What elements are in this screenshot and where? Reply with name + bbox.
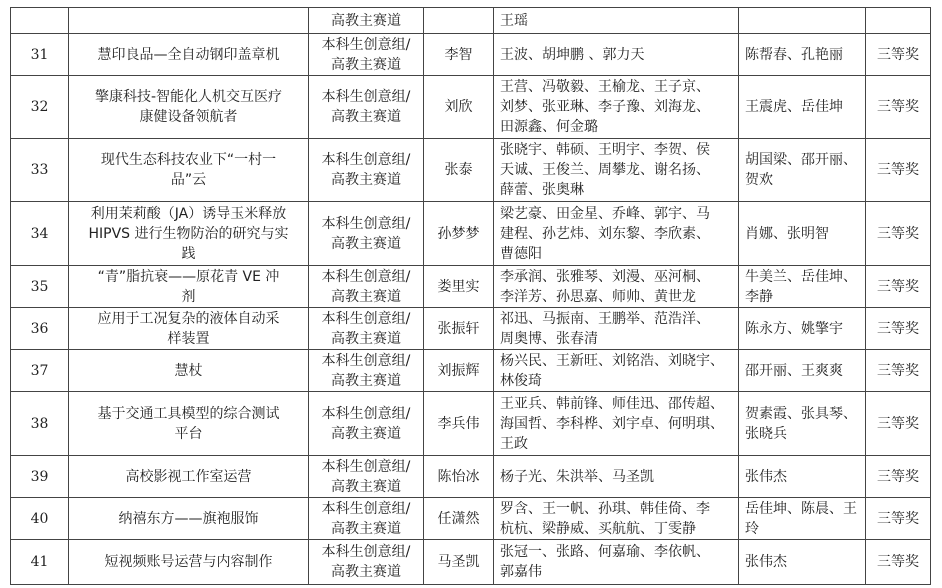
table-row: [11, 540, 931, 585]
members-cell: 王营、冯敬毅、王榆龙、王子京、 刘梦、张亚琳、李子豫、刘海龙、 田源鑫、何金璐: [494, 76, 739, 139]
group-cell: 本科生创意组/ 高教主赛道: [309, 76, 424, 139]
project-cell: 纳禧东方——旗袍服饰: [69, 498, 309, 540]
no-cell: 37: [11, 350, 69, 392]
advisors-cell: 胡国梁、邵开丽、 贺欢: [739, 139, 866, 202]
group-cell: 本科生创意组/ 高教主赛道: [309, 139, 424, 202]
advisors-cell: [739, 8, 866, 34]
table-row: [11, 350, 931, 392]
no-cell: 36: [11, 308, 69, 350]
leader-cell: 刘振辉: [424, 350, 494, 392]
table-row: [11, 498, 931, 540]
award-cell: 三等奖: [866, 34, 931, 76]
awards-table: [10, 7, 931, 585]
project-cell: 基于交通工具模型的综合测试 平台: [69, 392, 309, 456]
advisors-cell: 肖娜、张明智: [739, 202, 866, 266]
advisors-cell: 邵开丽、王爽爽: [739, 350, 866, 392]
table-row: [11, 456, 931, 498]
table-row: [11, 392, 931, 456]
members-cell: 王瑶: [494, 8, 739, 34]
award-cell: 三等奖: [866, 308, 931, 350]
award-cell: 三等奖: [866, 392, 931, 456]
no-cell: 39: [11, 456, 69, 498]
project-cell: 高校影视工作室运营: [69, 456, 309, 498]
table-row: [11, 266, 931, 308]
group-cell: 本科生创意组/ 高教主赛道: [309, 456, 424, 498]
leader-cell: 张泰: [424, 139, 494, 202]
advisors-cell: 张伟杰: [739, 540, 866, 585]
members-cell: 张冠一、张路、何嘉瑜、李依帆、 郭嘉伟: [494, 540, 739, 585]
no-cell: 31: [11, 34, 69, 76]
leader-cell: 孙梦梦: [424, 202, 494, 266]
no-cell: 41: [11, 540, 69, 585]
leader-cell: 刘欣: [424, 76, 494, 139]
members-cell: 祁迅、马振南、王鹏举、范浩洋、 周奥博、张春清: [494, 308, 739, 350]
advisors-cell: 岳佳坤、陈晨、王 玲: [739, 498, 866, 540]
project-cell: 短视频账号运营与内容制作: [69, 540, 309, 585]
award-cell: 三等奖: [866, 456, 931, 498]
project-cell: 现代生态科技农业下“一村一 品”云: [69, 139, 309, 202]
no-cell: 35: [11, 266, 69, 308]
leader-cell: 陈怡冰: [424, 456, 494, 498]
group-cell: 本科生创意组/ 高教主赛道: [309, 202, 424, 266]
advisors-cell: 牛美兰、岳佳坤、 李静: [739, 266, 866, 308]
no-cell: 32: [11, 76, 69, 139]
members-cell: 王波、胡坤鹏 、郭力天: [494, 34, 739, 76]
group-cell: 本科生创意组/ 高教主赛道: [309, 308, 424, 350]
leader-cell: 张振轩: [424, 308, 494, 350]
advisors-cell: 张伟杰: [739, 456, 866, 498]
table-row: [11, 202, 931, 266]
members-cell: 杨兴民、王新旺、刘铭浩、刘晓宇、 林俊琦: [494, 350, 739, 392]
table-row: [11, 34, 931, 76]
no-cell: [11, 8, 69, 34]
members-cell: 王亚兵、韩前锋、师佳迅、邵传超、 海国哲、李科桦、刘宇卓、何明琪、 王政: [494, 392, 739, 456]
project-cell: 慧印良品—全自动钢印盖章机: [69, 34, 309, 76]
award-cell: 三等奖: [866, 540, 931, 585]
members-cell: 杨子光、朱洪举、马圣凯: [494, 456, 739, 498]
no-cell: 33: [11, 139, 69, 202]
group-cell: 本科生创意组/ 高教主赛道: [309, 266, 424, 308]
award-cell: 三等奖: [866, 266, 931, 308]
award-cell: 三等奖: [866, 202, 931, 266]
advisors-cell: 贺素霞、张具琴、 张晓兵: [739, 392, 866, 456]
no-cell: 38: [11, 392, 69, 456]
project-cell: 慧杖: [69, 350, 309, 392]
no-cell: 40: [11, 498, 69, 540]
award-cell: 三等奖: [866, 498, 931, 540]
group-cell: 本科生创意组/ 高教主赛道: [309, 34, 424, 76]
members-cell: 梁艺豪、田金星、乔峰、郭宇、马 建程、孙艺炜、刘东黎、李欣素、 曹德阳: [494, 202, 739, 266]
award-cell: 三等奖: [866, 76, 931, 139]
members-cell: 张晓宇、韩硕、王明宇、李贺、侯 天诚、王俊兰、周攀龙、谢名扬、 薛蕾、张奥琳: [494, 139, 739, 202]
leader-cell: 娄里实: [424, 266, 494, 308]
leader-cell: 李兵伟: [424, 392, 494, 456]
award-cell: [866, 8, 931, 34]
project-cell: 擎康科技-智能化人机交互医疗 康健设备领航者: [69, 76, 309, 139]
project-cell: “青”脂抗衰——原花青 VE 冲 剂: [69, 266, 309, 308]
leader-cell: 马圣凯: [424, 540, 494, 585]
project-cell: 应用于工况复杂的液体自动采 样装置: [69, 308, 309, 350]
group-cell: 本科生创意组/ 高教主赛道: [309, 350, 424, 392]
group-cell: 高教主赛道: [309, 8, 424, 34]
leader-cell: 任潇然: [424, 498, 494, 540]
leader-cell: [424, 8, 494, 34]
table-row-continued: [11, 8, 931, 34]
award-cell: 三等奖: [866, 350, 931, 392]
members-cell: 罗含、王一帆、孙琪、韩佳倚、李 杭杭、梁静威、买航航、丁雯静: [494, 498, 739, 540]
project-cell: 利用茉莉酸（JA）诱导玉米释放 HIPVS 进行生物防治的研究与实 践: [69, 202, 309, 266]
advisors-cell: 王震虎、岳佳坤: [739, 76, 866, 139]
group-cell: 本科生创意组/ 高教主赛道: [309, 498, 424, 540]
table-row: [11, 76, 931, 139]
group-cell: 本科生创意组/ 高教主赛道: [309, 540, 424, 585]
leader-cell: 李智: [424, 34, 494, 76]
table-row: [11, 139, 931, 202]
table-row: [11, 308, 931, 350]
advisors-cell: 陈帮春、孔艳丽: [739, 34, 866, 76]
award-cell: 三等奖: [866, 139, 931, 202]
no-cell: 34: [11, 202, 69, 266]
project-cell: [69, 8, 309, 34]
members-cell: 李承润、张雅琴、刘漫、巫河桐、 李洋芳、孙思嘉、师帅、黄世龙: [494, 266, 739, 308]
advisors-cell: 陈永方、姚擎宇: [739, 308, 866, 350]
group-cell: 本科生创意组/ 高教主赛道: [309, 392, 424, 456]
